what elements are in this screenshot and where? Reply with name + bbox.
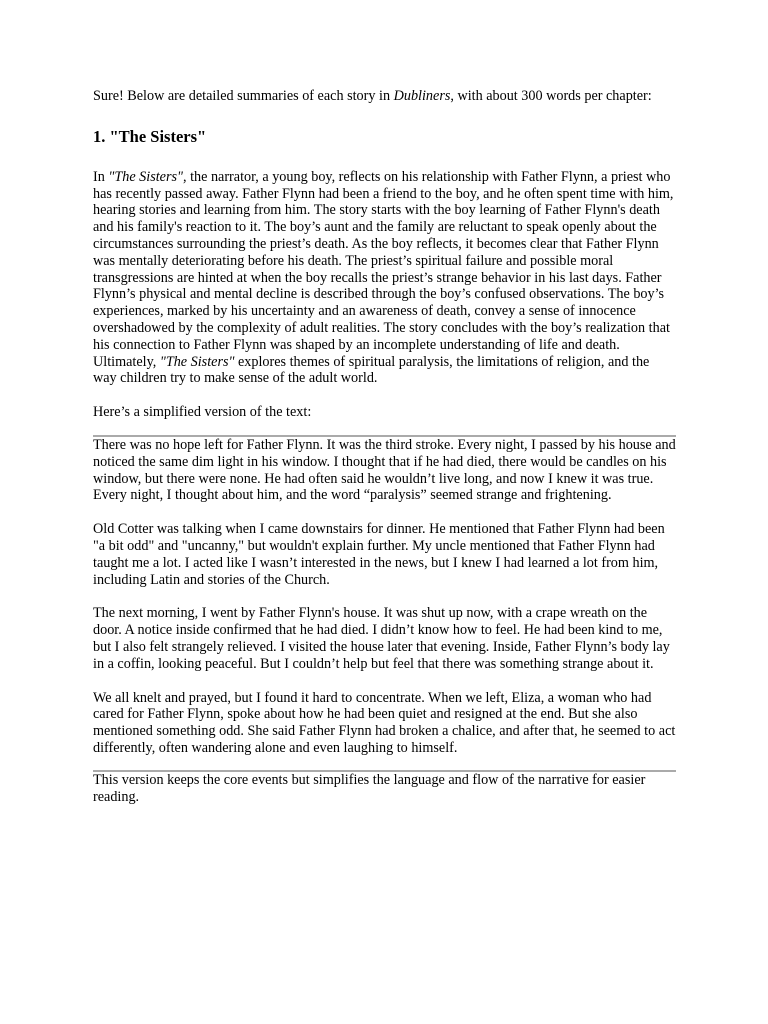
summary-ending: explores themes of spiritual paralysis, the limitations of religion, and the way children try to make sense of the adult world. xyxy=(93,353,650,387)
simplified-paragraph-3: The next morning, I went by Father Flynn's house. It was shut up now, with a crape wreath on the door. A notice inside confirmed that he had died. I didn’t know how to feel. He had been kind to me, but I also felt strangely relieved. I visited the house later that evening. Inside, Father Flynn’s body lay in a coffin, looking peaceful. But I couldn’t help but feel that there was something strange about it. xyxy=(93,605,670,672)
intro-text: Sure! Below are detailed summaries of each story in xyxy=(93,88,394,104)
simplified-lead-in: Here’s a simplified version of the text: xyxy=(93,404,312,421)
document-body xyxy=(93,88,676,805)
simplified-paragraph-1: There was no hope left for Father Flynn. It was the third stroke. Every night, I passed by his house and noticed the same dim light in his window. I thought that if he had died, there would be candles on his window, but there were none. He had often said he wouldn’t live long, and now I knew it was true. Every night, I thought about him, and the word “paralysis” seemed strange and frightening. xyxy=(93,436,676,504)
book-title: Dubliners xyxy=(393,88,451,104)
summary-paragraph xyxy=(93,169,676,387)
simplified-paragraph-4: We all knelt and prayed, but I found it hard to concentrate. When we left, Eliza, a woman who had cared for Father Flynn, spoke about how he had been quiet and resigned at the end. But she also mentioned something odd. She said Father Flynn had broken a chalice, and after that, he seemed to act differently, often wandering alone and even laughing to himself. xyxy=(93,689,676,756)
intro-paragraph xyxy=(93,88,676,105)
story-title-repeat: "The Sisters" xyxy=(159,353,235,370)
intro-text-end: , with about 300 words per chapter: xyxy=(450,88,652,104)
simplified-paragraph-2: Old Cotter was talking when I came downstairs for dinner. He mentioned that Father Flynn had been "a bit odd" and "uncanny," but wouldn't explain further. My uncle mentioned that Father Flynn had taught me a lot. I acted like I wasn’t interested in the news, but I knew I had learned a lot from him, including Latin and stories of the Church. xyxy=(93,521,665,588)
closing-paragraph: This version keeps the core events but simplifies the language and flow of the narrative for easier reading. xyxy=(93,771,646,805)
section-heading: 1. "The Sisters" xyxy=(93,126,207,146)
story-title: "The Sisters" xyxy=(108,168,183,185)
summary-in: In xyxy=(93,168,109,185)
summary-body: , the narrator, a young boy, reflects on his relationship with Father Flynn, a priest who has recently passed away. Father Flynn had been a friend to the boy, and he often spent time with him, hearing stories and learning from him. The story starts with the boy learning of Father Flynn's death and his family's reaction to it. The boy’s aunt and the family are reluctant to speak openly about the circumstances surrounding the priest’s death. As the boy reflects, it becomes clear that Father Flynn was mentally deteriorating before his death. The priest’s spiritual failure and possible moral transgressions are hinted at when the boy recalls the priest’s strange behavior in his last days. Father Flynn’s physical and mental decline is described through the boy’s confused observations. The boy’s experiences, marked by his uncertainty and an awareness of death, convey a sense of innocence overshadowed by the complexity of adult realities. The story concludes with the boy’s realization that his connection to Father Flynn was shaped by an incomplete understanding of life and death. Ultimately, xyxy=(93,168,674,370)
